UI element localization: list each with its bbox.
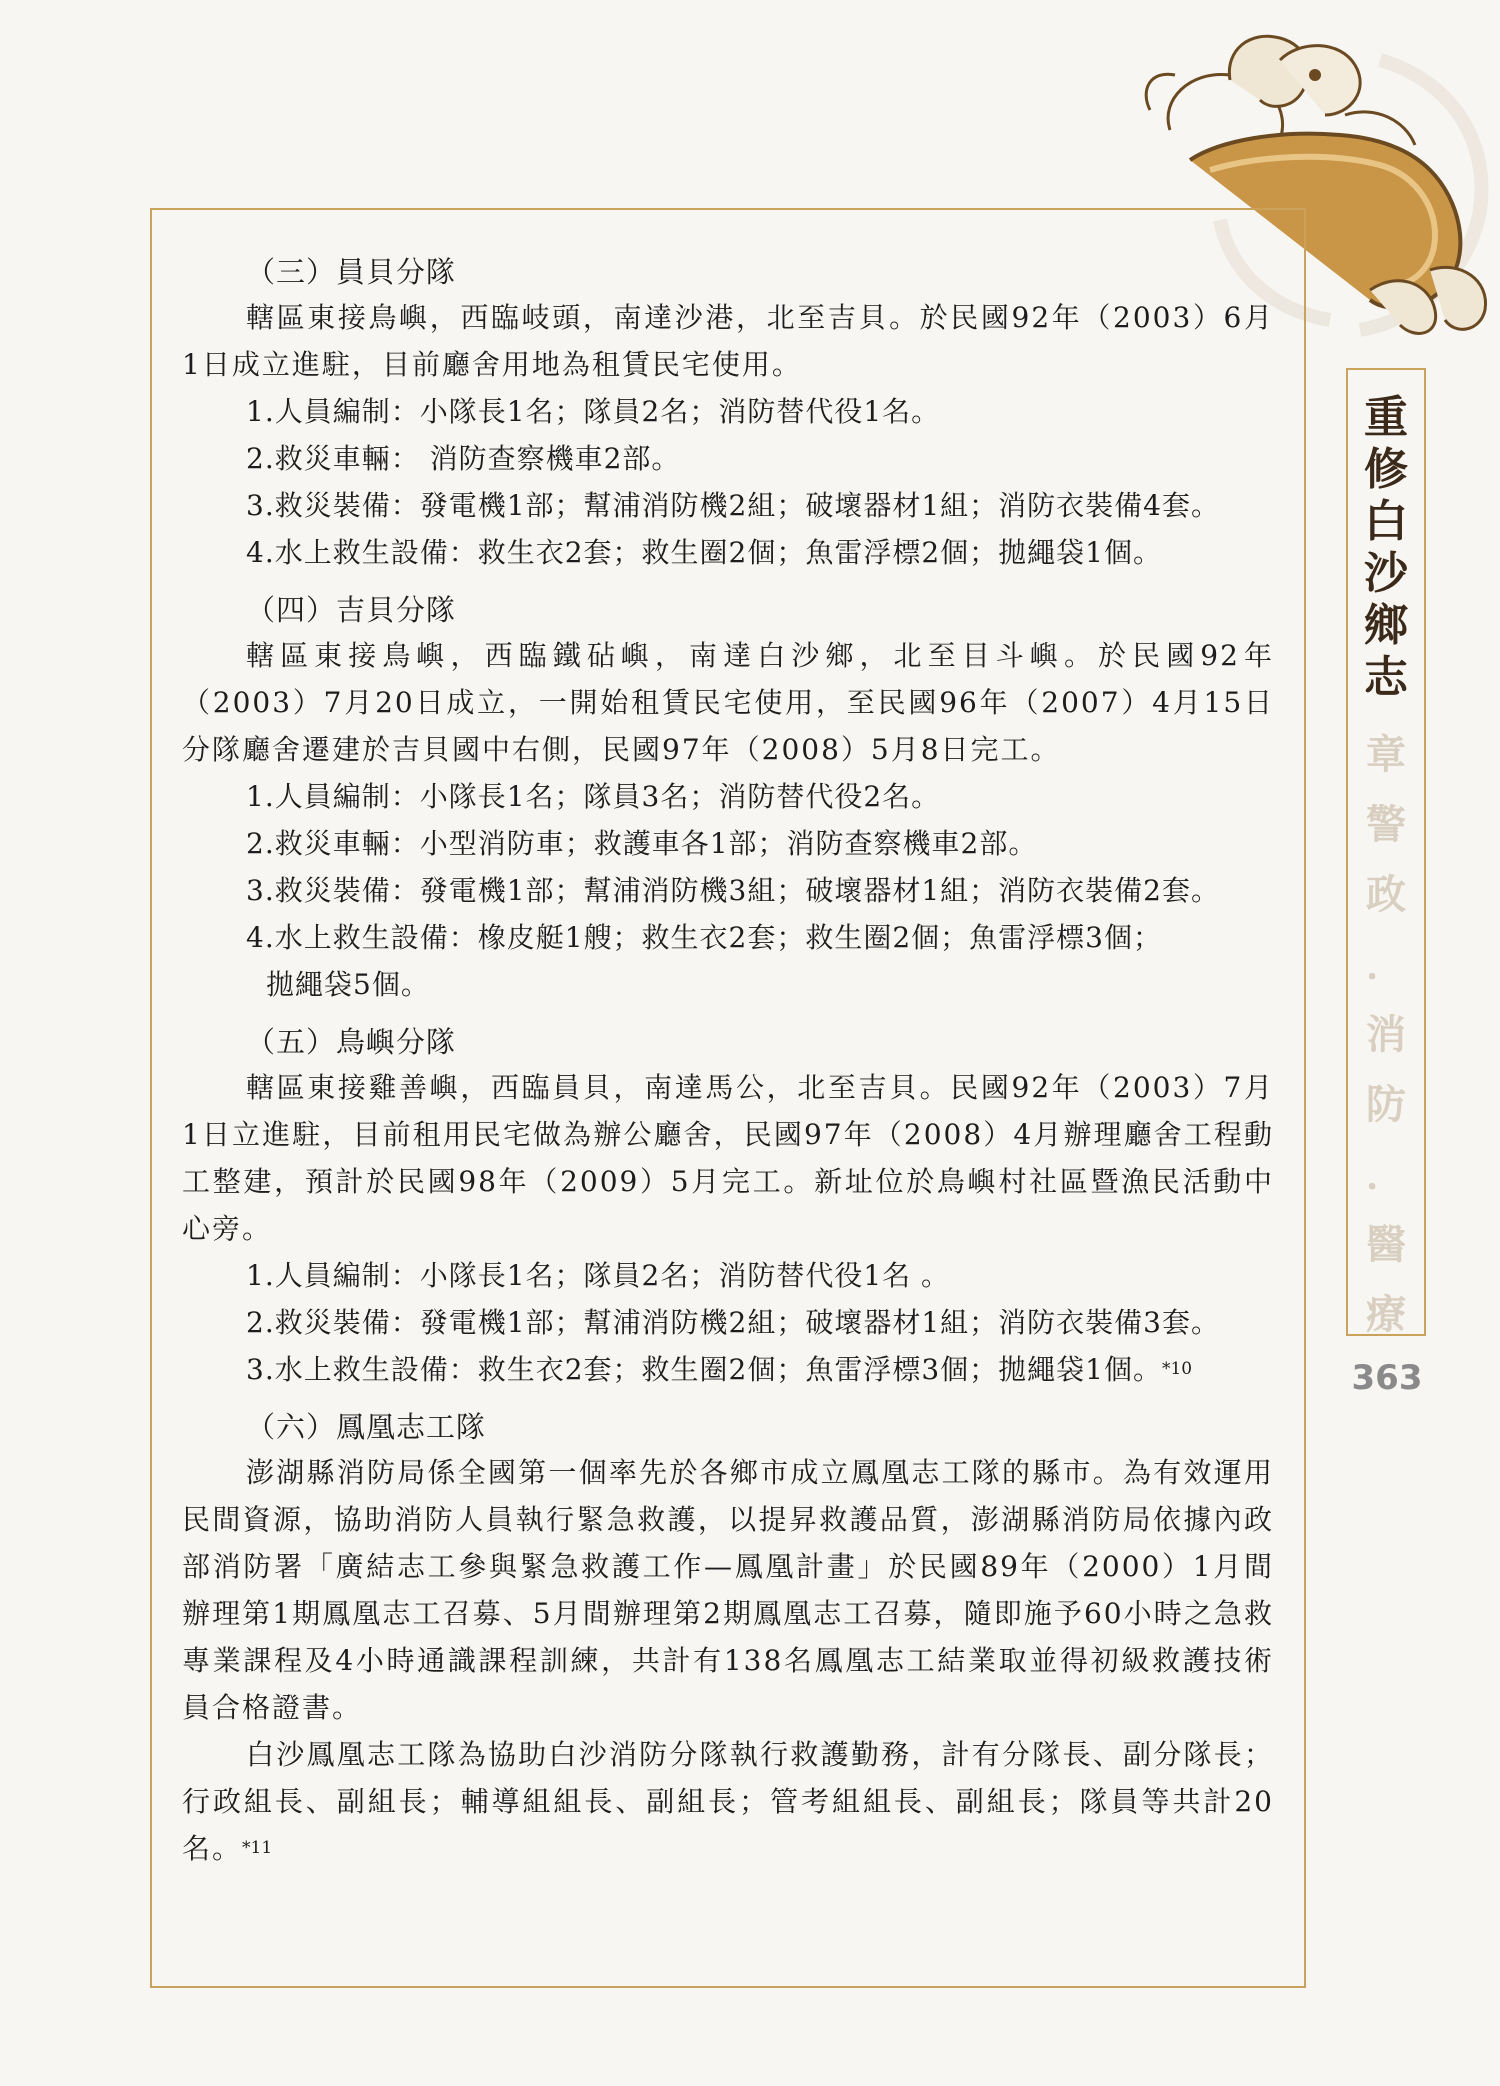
book-title-char: 鄉	[1364, 600, 1408, 651]
main-content	[182, 250, 1274, 1872]
list-item: 1.人員編制：小隊長1名；隊員2名；消防替代役1名 。	[246, 1259, 951, 1292]
chapter-char: 警	[1366, 801, 1406, 848]
book-title-char: 沙	[1364, 548, 1408, 599]
chapter-char: 療	[1366, 1291, 1406, 1336]
paragraph: 轄區東接雞善嶼，西臨員貝，南達馬公，北至吉貝。民國92年（2003）7月1日立進駐，目前租用民宅做為辦公廳舍，民國97年（2008）4月辦理廳舍工程動工整建，預計於民國98年（2009）5月完工。新址位於鳥嶼村社區暨漁民活動中心旁。	[182, 1071, 1274, 1245]
chapter-char: 醫	[1366, 1221, 1406, 1268]
list-item: 2.救災車輛： 消防查察機車2部。	[246, 442, 681, 475]
list-item: 拋繩袋5個。	[266, 968, 430, 1001]
list-item: 3.救災裝備：發電機1部；幫浦消防機2組；破壞器材1組；消防衣裝備4套。	[246, 489, 1220, 522]
paragraph: 轄區東接鳥嶼，西臨鐵砧嶼，南達白沙鄉，北至目斗嶼。於民國92年（2003）7月20日成立，一開始租賃民宅使用，至民國96年（2007）4月15日分隊廳舍遷建於吉貝國中右側，民國97年（2008）5月8日完工。	[182, 639, 1274, 766]
list-item: 1.人員編制：小隊長1名；隊員3名；消防替代役2名。	[246, 780, 941, 813]
section-title: （六）鳳凰志工隊	[246, 1410, 487, 1444]
book-title-char: 重	[1364, 392, 1408, 443]
paragraph: 轄區東接鳥嶼，西臨岐頭，南達沙港，北至吉貝。於民國92年（2003）6月1日成立進駐，目前廳舍用地為租賃民宅使用。	[182, 301, 1274, 381]
book-title-char: 白	[1364, 496, 1408, 547]
section-title: （五）鳥嶼分隊	[246, 1025, 457, 1059]
list-item: 4.水上救生設備：救生衣2套；救生圈2個；魚雷浮標2個；拋繩袋1個。	[246, 536, 1162, 569]
footnote-ref: *11	[242, 1838, 273, 1858]
paragraph	[182, 1731, 1274, 1872]
list-item: 2.救災車輛：小型消防車；救護車各1部；消防查察機車2部。	[246, 827, 1038, 860]
list-item: 4.水上救生設備：橡皮艇1艘；救生衣2套；救生圈2個；魚雷浮標3個；	[246, 921, 1162, 954]
section-title: （三）員貝分隊	[246, 255, 457, 289]
chapter-char: 章	[1366, 731, 1406, 778]
footnote-ref: *10	[1161, 1359, 1193, 1379]
side-title-box	[1346, 368, 1426, 1336]
book-title	[1348, 392, 1424, 704]
book-title-char: 志	[1364, 652, 1408, 703]
list-item	[182, 1346, 1274, 1393]
chapter-char: 防	[1366, 1081, 1406, 1128]
list-item: 3.救災裝備：發電機1部；幫浦消防機3組；破壞器材1組；消防衣裝備2套。	[246, 874, 1220, 907]
book-title-char: 修	[1364, 444, 1408, 495]
chapter-char: ．	[1366, 1151, 1406, 1198]
chapter-label-faded	[1348, 720, 1424, 1336]
chapter-char: ．	[1366, 941, 1406, 988]
paragraph-text: 白沙鳳凰志工隊為協助白沙消防分隊執行救護勤務，計有分隊長、副分隊長；行政組長、副組長；輔導組組長、副組長；管考組組長、副組長；隊員等共計20名。	[182, 1738, 1274, 1865]
page-number: 363	[1351, 1358, 1423, 1398]
list-item: 1.人員編制：小隊長1名；隊員2名；消防替代役1名。	[246, 395, 941, 428]
list-item-text: 3.水上救生設備：救生衣2套；救生圈2個；魚雷浮標3個；拋繩袋1個。	[246, 1353, 1162, 1386]
section-title: （四）吉貝分隊	[246, 593, 457, 627]
chapter-char: 政	[1366, 871, 1406, 918]
paragraph: 澎湖縣消防局係全國第一個率先於各鄉市成立鳳凰志工隊的縣市。為有效運用民間資源，協助消防人員執行緊急救護，以提昇救護品質，澎湖縣消防局依據內政部消防署「廣結志工參與緊急救護工作—鳳凰計畫」於民國89年（2000）1月間辦理第1期鳳凰志工召募、5月間辦理第2期鳳凰志工召募，隨即施予60小時之急救專業課程及4小時通識課程訓練，共計有138名鳳凰志工結業取並得初級救護技術員合格證書。	[182, 1456, 1274, 1724]
list-item: 2.救災裝備：發電機1部；幫浦消防機2組；破壞器材1組；消防衣裝備3套。	[246, 1306, 1220, 1339]
chapter-char: 消	[1366, 1011, 1406, 1058]
